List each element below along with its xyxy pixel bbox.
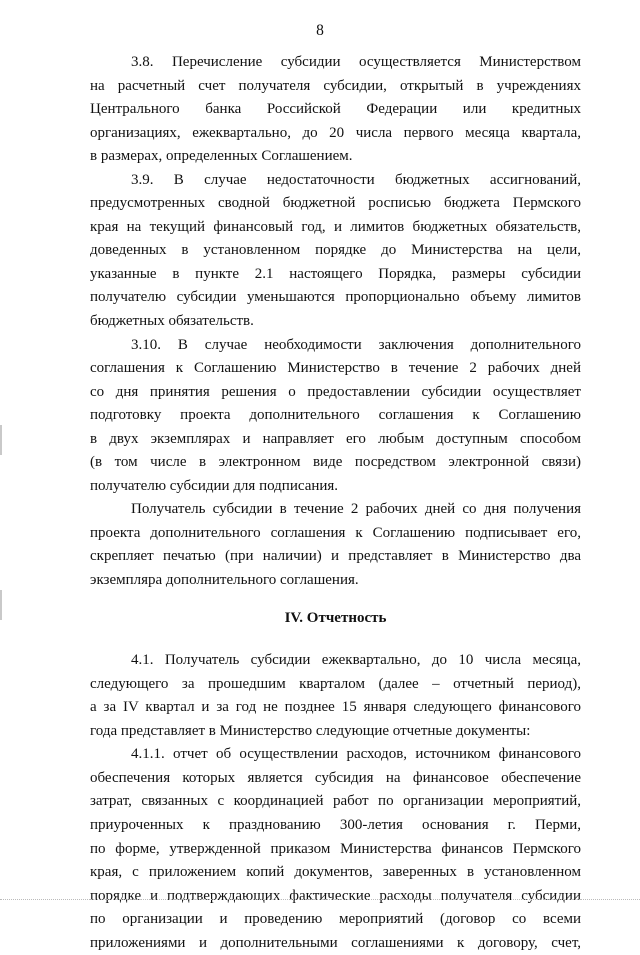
paragraph-3-9: [90, 169, 581, 334]
text-line: порядке и подтверждающих фактические расходы получателя субсидии: [90, 887, 581, 904]
scan-bottom-edge: [0, 899, 640, 901]
text-line: проекта дополнительного соглашения к Соглашению подписывает его,: [90, 524, 581, 541]
text-line: 4.1.1. отчет об осуществлении расходов, источником финансового: [131, 746, 581, 763]
text-line: экземпляра дополнительного соглашения.: [90, 572, 359, 589]
scan-edge-mark: [0, 590, 2, 620]
text-line: указанные в пункте 2.1 настоящего Порядка, размеры субсидии: [90, 265, 581, 282]
text-line: приложениями и дополнительными соглашениями к договору, счет,: [90, 934, 581, 951]
paragraph-4-1-1: [90, 743, 581, 955]
text-line: получателю субсидии для подписания.: [90, 477, 339, 494]
spacer: [90, 630, 581, 649]
page-number: 8: [316, 22, 324, 39]
text-line: (в том числе в электронном виде посредством электронной связи): [90, 454, 581, 471]
text-line: края, с приложением копий документов, заверенных в установленном: [90, 864, 581, 881]
paragraph-recipient-signs: [90, 498, 581, 592]
document-body: [90, 51, 581, 955]
text-line: бюджетных обязательств.: [90, 313, 254, 330]
paragraph-3-8: [90, 51, 581, 169]
text-line: 4.1. Получатель субсидии ежеквартально, до 10 числа месяца,: [131, 652, 581, 669]
text-line: затрат, связанных с координацией работ по организации мероприятий,: [90, 793, 581, 810]
text-line: 3.9. В случае недостаточности бюджетных ассигнований,: [131, 171, 581, 188]
text-line: обеспечения которых является субсидия на финансовое обеспечение: [90, 769, 581, 786]
text-line: подготовку проекта дополнительного соглашения к Соглашению: [90, 407, 581, 424]
text-line: а за IV квартал и за год не позднее 15 января следующего финансового: [90, 699, 581, 716]
text-line: получателю субсидии уменьшаются пропорционально объему лимитов: [90, 289, 581, 306]
text-line: по организации и проведению мероприятий (договор со всеми: [90, 911, 581, 928]
scan-edge-mark: [0, 425, 2, 455]
text-line: по форме, утвержденной приказом Министерства финансов Пермского: [90, 840, 581, 857]
text-line: организациях, ежеквартально, до 20 числа первого месяца квартала,: [90, 124, 581, 141]
text-line: следующего за прошедшим кварталом (далее – отчетный период),: [90, 675, 581, 692]
text-line: доведенных в установленном порядке до Министерства на цели,: [90, 242, 581, 259]
text-line: скрепляет печатью (при наличии) и представляет в Министерство два: [90, 548, 581, 565]
section-heading: IV. Отчетность: [284, 609, 387, 626]
text-line: со дня принятия решения о предоставлении субсидии осуществляет: [90, 383, 581, 400]
text-line: Центрального банка Российской Федерации или кредитных: [90, 101, 581, 118]
text-line: Получатель субсидии в течение 2 рабочих дней со дня получения: [131, 501, 581, 518]
text-line: в размерах, определенных Соглашением.: [90, 148, 353, 165]
text-line: края на текущий финансовый год, и лимитов бюджетных обязательств,: [90, 218, 581, 235]
text-line: 3.8. Перечисление субсидии осуществляется Министерством: [131, 54, 581, 70]
text-line: соглашения к Соглашению Министерство в течение 2 рабочих дней: [90, 360, 581, 377]
paragraph-4-1: [90, 649, 581, 743]
text-line: 3.10. В случае необходимости заключения дополнительного: [131, 336, 581, 353]
paragraph-3-10: [90, 334, 581, 499]
spacer: [90, 593, 581, 607]
text-line: в двух экземплярах и направляет его любым доступным способом: [90, 430, 581, 447]
text-line: приуроченных к празднованию 300-летия основания г. Перми,: [90, 816, 581, 833]
text-line: на расчетный счет получателя субсидии, открытый в учреждениях: [90, 77, 581, 94]
text-line: года представляет в Министерство следующие отчетные документы:: [90, 722, 531, 739]
text-line: предусмотренных сводной бюджетной росписью бюджета Пермского: [90, 195, 581, 212]
